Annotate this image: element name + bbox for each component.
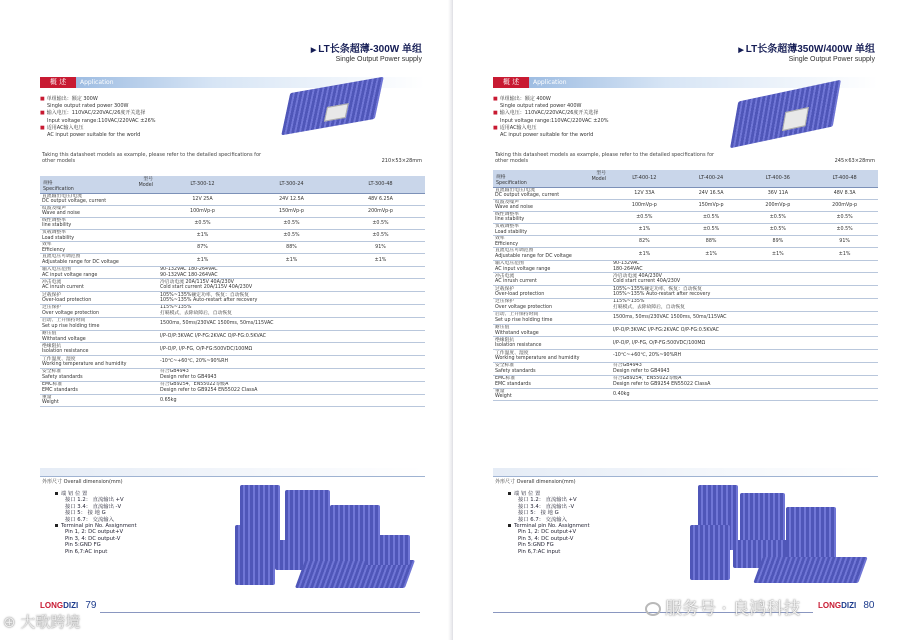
terminal-pin-list <box>508 491 590 555</box>
pin-line: Pin 3, 4: DC output-V <box>65 535 121 542</box>
table-row: 线性调整率 line stability ±0.5% ±0.5% ±0.5% ±0.5% <box>493 211 878 223</box>
pin-line: 端 钮 位 置 <box>508 491 590 497</box>
pin-line: 接口 3.4： 直流输出 -V <box>518 503 575 510</box>
table-row: EMC标准 EMC standards 符合GB9254，EN55022等级A Design refer to GB9254 EN55022 ClassA <box>40 381 425 394</box>
model-column-header: LT-400-48 <box>811 170 878 187</box>
table-row: 重量 Weight 0.65kg <box>40 394 425 407</box>
terminal-pin-list <box>55 491 137 555</box>
footer-rule <box>100 612 420 613</box>
triangle-arrow-icon: ▶ <box>310 47 317 54</box>
pin-line: 接口 1.2： 直流输出 +V <box>65 497 124 504</box>
pin-line: Terminal pin No. Assignment <box>55 523 137 529</box>
table-header-row <box>493 170 878 187</box>
table-row: 工作温度、湿度 Working temperature and humidity -10℃~+60℃, 20%~90%RH <box>40 356 425 369</box>
header-subtitle: Single Output Power supply <box>335 56 422 63</box>
table-row: 安全标准 Safety standards 符合GB4943 Design refer to GB4943 <box>493 363 878 376</box>
pin-line: 接口 5： 接 地 G <box>65 510 106 517</box>
table-row: 耐压值 Withstand voltage I/P-O/P:3KVAC I/P-FG:2KVAC O/P-FG:0.5KVAC <box>493 324 878 337</box>
model-column-header: LT-400-24 <box>678 170 745 187</box>
overall-dimension-label: 外形尺寸 Overall dimension(mm) <box>495 479 576 485</box>
table-row: 过压保护 Over voltage protection 115%~135% 打嗝模式，去除故障后，自动恢复 <box>40 305 425 318</box>
watermark-logo-icon: ⊕ <box>3 613 16 631</box>
table-row: 效率 Efficiency 87% 88% 91% <box>40 242 425 254</box>
table-row: 绝缘阻抗 Isolation resistance I/P-O/P, I/P-FG, O/P-FG:500VDC/100MΩ <box>493 337 878 350</box>
pin-line: 端 钮 位 置 <box>55 491 137 497</box>
product-image <box>730 80 841 149</box>
table-row: 重量 Weight 0.40kg <box>493 388 878 401</box>
table-row: 绝缘阻抗 Isolation resistance I/P-O/P, I/P-FG, O/P-FG:500VDC/100MΩ <box>40 343 425 356</box>
intro-line: ■ 单组输出：额定 400W <box>493 96 551 102</box>
intro-line: ■ 适用AC输入电压 <box>40 124 84 131</box>
table-row: 安全标准 Safety standards 符合GB4943 Design refer to GB4943 <box>40 369 425 382</box>
model-column-header: LT-300-24 <box>247 176 336 193</box>
table-row: 直流输出电压/电流 DC output voltage, current 12V 25A 24V 12.5A 48V 6.25A <box>40 193 425 205</box>
intro-line: Single output rated power 400W <box>500 103 582 110</box>
dimensions-text: 245×63×28mm <box>834 158 875 164</box>
table-row: 线性调整率 line stability ±0.5% ±0.5% ±0.5% <box>40 217 425 229</box>
overall-dimension-bar <box>493 468 878 485</box>
header-title: LT长条超薄-300W 单组 <box>318 44 422 55</box>
spec-header-label: 规格 Specification <box>43 181 74 192</box>
section-label: 概 述 <box>493 77 529 88</box>
pin-line: Pin 6,7:AC input <box>65 548 108 555</box>
model-header-label: 型号 Model <box>591 171 606 182</box>
table-row: 直流电压可调范围 Adjustable range for DC voltage ±1% ±1% ±1% <box>40 254 425 266</box>
pin-line: 接口 1.2： 直流输出 +V <box>518 497 577 504</box>
table-row: 耐压值 Withstand voltage I/P-O/P:3KVAC I/P-FG:2KVAC O/P-FG:0.5KVAC <box>40 330 425 343</box>
page-right <box>453 0 905 640</box>
overall-dimension-bar <box>40 468 425 485</box>
model-header-label: 型号 Model <box>138 177 153 188</box>
pin-line: 接口 3.4： 直流输出 -V <box>65 503 122 510</box>
model-corner-cell <box>40 176 158 193</box>
page-header <box>738 40 875 63</box>
section-label-en: Application <box>80 79 114 86</box>
page-footer <box>818 600 874 612</box>
datasheet-note: Taking this datasheet models as example, please refer to the detailed specifications for other models <box>495 152 715 164</box>
intro-line: ■ 单组输出：额定 300W <box>40 96 98 102</box>
table-row: 过载保护 Over-load protection 105%~135%额定功率，恢复：自动恢复 105%~135% Auto-restart after recovery <box>493 286 878 299</box>
model-column-header: LT-300-48 <box>336 176 425 193</box>
model-column-header: LT-400-12 <box>611 170 678 187</box>
section-label-en: Application <box>533 79 567 86</box>
intro-line: Input voltage range:110VAC/220VAC ±26% <box>47 117 156 124</box>
datasheet-note: Taking this datasheet models as example, please refer to the detailed specifications for other models <box>42 152 262 164</box>
intro-text <box>40 96 260 139</box>
spec-table <box>40 176 425 407</box>
pin-line: Pin 3, 4: DC output-V <box>518 535 574 542</box>
bullet-square-icon <box>508 524 511 527</box>
dimensions-text: 210×53×28mm <box>381 158 422 164</box>
table-row: 过载保护 Over-load protection 105%~135%额定功率，恢复：自动恢复 105%~135% Auto-restart after recovery <box>40 292 425 305</box>
page-number: 80 <box>863 600 875 611</box>
brand-logo: LONGDIZI <box>818 601 857 610</box>
pin-line: Pin 6,7:AC input <box>518 548 561 555</box>
table-row: 启动、上升保持时间 Set up rise holding time 1500ms, 50ms/230VAC 1500ms, 50ms/115VAC <box>493 311 878 324</box>
intro-line: Single output rated power 300W <box>47 103 129 110</box>
product-family-image <box>225 485 420 595</box>
header-title: LT长条超薄350W/400W 单组 <box>745 44 875 55</box>
pin-line: Pin 1, 2: DC output+V <box>65 529 124 536</box>
pin-line: Pin 5:GND FG <box>518 542 554 549</box>
table-row: 工作温度、湿度 Working temperature and humidity -10℃~+60℃, 20%~90%RH <box>493 350 878 363</box>
brand-logo: LONGDIZI <box>40 601 79 610</box>
page-header <box>311 40 422 63</box>
table-row: 启动、上升保持时间 Set up rise holding time 1500ms, 50ms/230VAC 1500ms, 50ms/115VAC <box>40 317 425 330</box>
pin-line: Pin 1, 2: DC output+V <box>518 529 577 536</box>
model-corner-cell <box>493 170 611 187</box>
table-row: 输入电压范围 AC input voltage range 90-132VAC 180-264VAC 90-132VAC 180-264VAC <box>40 266 425 279</box>
pin-line: Pin 5:GND FG <box>65 542 101 549</box>
intro-line: ■ 输入电压：110VAC/220VAC/26度开关选择 <box>40 110 146 117</box>
intro-line: ■ 适用AC输入电压 <box>493 124 537 131</box>
model-column-header: LT-300-12 <box>158 176 247 193</box>
header-subtitle: Single Output Power supply <box>788 56 875 63</box>
table-row: 冲击电流 AC inrush current 冷启动电流 40A/230V Cold start current 40A/230V <box>493 273 878 286</box>
section-label: 概 述 <box>40 77 76 88</box>
overall-dimension-label: 外形尺寸 Overall dimension(mm) <box>42 479 123 485</box>
spec-header-label: 规格 Specification <box>496 175 527 186</box>
pin-line: 接口 6.7： 交流输入 <box>518 516 567 523</box>
bullet-square-icon <box>55 524 58 527</box>
triangle-arrow-icon: ▶ <box>738 47 744 54</box>
intro-line: AC input power suitable for the world <box>500 132 594 139</box>
table-row: 纹波及噪声 Wave and noise 100mVp-p 150mVp-p 200mVp-p 200mVp-p <box>493 199 878 211</box>
bullet-square-icon <box>55 492 58 495</box>
bullet-square-icon <box>508 492 511 495</box>
watermark-right: 服务号 · 良鸿科技 <box>645 594 800 619</box>
model-column-header: LT-400-36 <box>745 170 812 187</box>
table-row: 输入电压范围 AC input voltage range 90-132VAC 180-264VAC <box>493 260 878 273</box>
table-row: 效率 Efficiency 82% 88% 89% 91% <box>493 236 878 248</box>
page-left <box>0 0 452 640</box>
pin-line: 接口 6.7： 交流输入 <box>65 516 114 523</box>
table-row: 过压保护 Over voltage protection 115%~135% 打嗝模式，去除故障后，自动恢复 <box>493 299 878 312</box>
table-row: 负载调整率 Load stability ±1% ±0.5% ±0.5% ±0.5% <box>493 224 878 236</box>
table-row: 纹波及噪声 Wave and noise 100mVp-p 150mVp-p 200mVp-p <box>40 205 425 217</box>
intro-line: Input voltage range:110VAC/220VAC ±20% <box>500 117 609 124</box>
spec-table <box>493 170 878 401</box>
table-row: 负载调整率 Load stability ±1% ±0.5% ±0.5% <box>40 230 425 242</box>
table-row: EMC标准 EMC standards 符合GB9254，EN55022等级A Design refer to GB9254 EN55022 ClassA <box>493 375 878 388</box>
pin-line: 接口 5： 接 地 G <box>518 510 559 517</box>
table-row: 直流输出电压/电流 DC output voltage, current 12V 33A 24V 16.5A 36V 11A 48V 8.3A <box>493 187 878 199</box>
pin-line: Terminal pin No. Assignment <box>508 523 590 529</box>
page-number: 79 <box>85 600 97 611</box>
table-row: 直流电压可调范围 Adjustable range for DC voltage ±1% ±1% ±1% ±1% <box>493 248 878 260</box>
product-family-image <box>678 485 873 590</box>
table-row: 冲击电流 AC inrush current 冷启动电流 20A/115V 40A/230V Cold start current 20A/115V 40A/230V <box>40 279 425 292</box>
intro-text <box>493 96 713 139</box>
watermark-left: ⊕ 大歌跨境 <box>3 613 81 631</box>
intro-line: ■ 输入电压：110VAC/220VAC/26度开关选择 <box>493 110 599 117</box>
wechat-logo-icon <box>645 602 661 616</box>
intro-line: AC input power suitable for the world <box>47 132 141 139</box>
table-header-row <box>40 176 425 193</box>
